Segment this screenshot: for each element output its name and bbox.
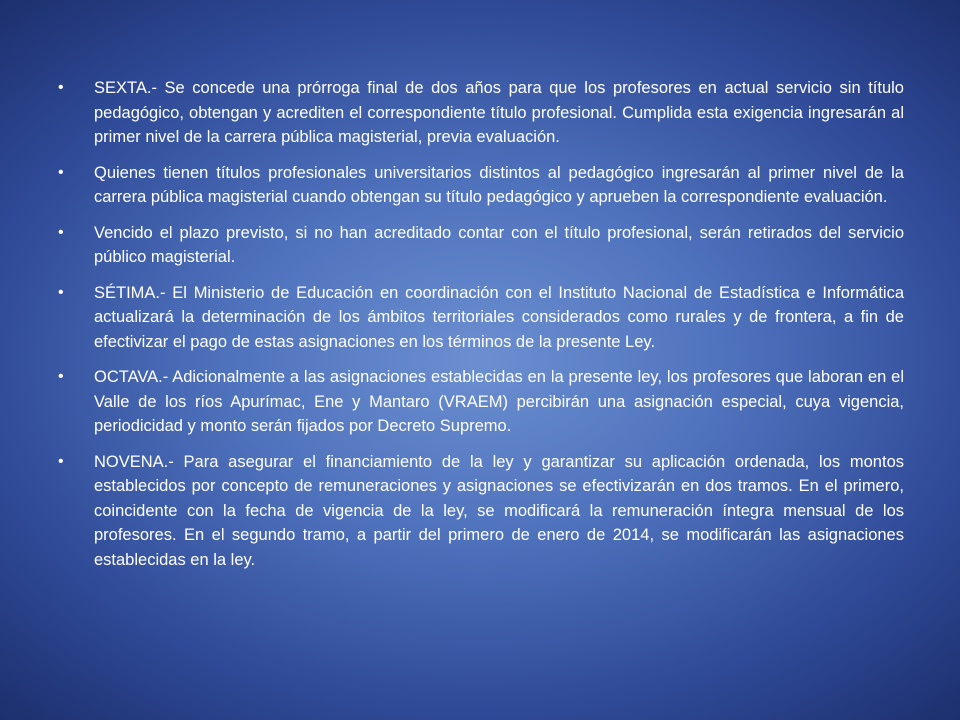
list-item-text: Quienes tienen títulos profesionales universitarios distintos al pedagógico ingresarán al primer nivel de la carrera pública magisterial cuando obtengan su título pedagógico y aprueben la correspondiente evaluación. [94,163,904,206]
bullet-icon: • [58,368,64,385]
bullet-list [58,76,904,583]
bullet-icon: • [58,283,64,301]
list-item-octava [58,365,904,439]
list-item-text: Vencido el plazo previsto, si no han acreditado contar con el título profesional, serán retirados del servicio público magisterial. [94,223,904,266]
list-item-text: SEXTA.- Se concede una prórroga final de dos años para que los profesores en actual servicio sin título pedagógico, obtengan y acrediten el correspondiente título profesional. Cumplida esta exigencia ingresarán al primer nivel de la carrera pública magisterial, previa evaluación. [94,79,904,146]
list-item-text: NOVENA.- Para asegurar el financiamiento de la ley y garantizar su aplicación ordenada, los montos establecidos por concepto de remuneraciones y asignaciones se efectivizarán en dos tramos. En el primero, coincidente con la fecha de vigencia de la ley, se modificará la remuneración íntegra mensual de los profesores. En el segundo tramo, a partir del primero de enero de 2014, se modificarán las asignaciones establecidas en la ley. [94,452,904,569]
list-item-titulos [58,161,904,210]
bullet-icon: • [58,223,64,241]
list-item-text: SÉTIMA.- El Ministerio de Educación en coordinación con el Instituto Nacional de Estadística e Informática actualizará la determinación de los ámbitos territoriales considerados como rurales y de frontera, a fin de efectivizar el pago de estas asignaciones en los términos de la presente Ley. [94,283,904,351]
list-item-setima [58,281,904,355]
bullet-icon: • [58,79,64,96]
bullet-icon: • [58,452,64,470]
list-item-novena [58,450,904,573]
list-item-text: OCTAVA.- Adicionalmente a las asignaciones establecidas en la presente ley, los profesores que laboran en el Valle de los ríos Apurímac, Ene y Mantaro (VRAEM) percibirán una asignación especial, cuya vigencia, periodicidad y monto serán fijados por Decreto Supremo. [94,368,904,435]
list-item-sexta [58,76,904,150]
bullet-icon: • [58,163,64,181]
list-item-vencido [58,221,904,270]
